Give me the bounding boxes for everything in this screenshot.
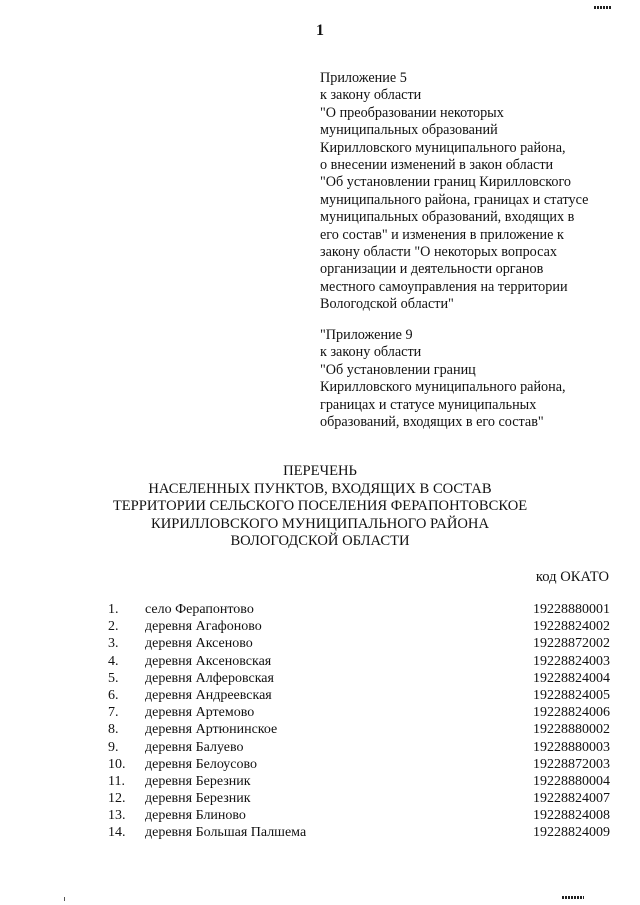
list-item [0, 601, 640, 618]
list-item [0, 756, 640, 773]
settlement-name: деревня Большая Палшема [145, 825, 307, 841]
row-number: 6. [108, 687, 119, 703]
scan-mark-top [594, 6, 612, 9]
appendix-5-line: муниципального района, границах и статусе [320, 191, 589, 208]
title-line: ТЕРРИТОРИИ СЕЛЬСКОГО ПОСЕЛЕНИЯ ФЕРАПОНТОВСКОЕ [112, 498, 528, 515]
appendix-5-line: о внесении изменений в закон области [320, 157, 554, 174]
settlement-name: деревня Аксеновская [145, 653, 272, 669]
scan-mark-bottom-right [562, 896, 584, 899]
okato-code: 19228824006 [533, 705, 610, 721]
appendix-9-line: образований, входящих в его состав" [320, 414, 544, 431]
title-line: НАСЕЛЕННЫХ ПУНКТОВ, ВХОДЯЩИХ В СОСТАВ [148, 480, 492, 497]
okato-code: 19228880004 [533, 773, 610, 789]
settlement-name: деревня Артемово [145, 705, 255, 721]
list-item [0, 653, 640, 670]
row-number: 2. [108, 619, 119, 635]
document-title [0, 463, 640, 551]
appendix-5-line: "О преобразовании некоторых [320, 104, 504, 121]
row-number: 4. [108, 653, 119, 669]
settlement-name: деревня Балуево [145, 739, 244, 755]
okato-code: 19228824004 [533, 670, 610, 686]
title-line: КИРИЛЛОВСКОГО МУНИЦИПАЛЬНОГО РАЙОНА [150, 515, 489, 532]
row-number: 3. [108, 636, 119, 652]
row-number: 7. [108, 705, 119, 721]
okato-code: 19228872002 [533, 636, 610, 652]
list-item [0, 635, 640, 652]
row-number: 9. [108, 739, 119, 755]
appendix-5-line: организации и деятельности органов [320, 261, 544, 278]
appendix-5-line: местного самоуправления на территории [320, 278, 568, 295]
okato-code: 19228880002 [533, 722, 610, 738]
list-item [0, 824, 640, 841]
scan-mark-bottom-left [64, 897, 65, 901]
row-number: 14. [108, 825, 126, 841]
okato-code: 19228824005 [533, 687, 610, 703]
appendix-5-line: Кирилловского муниципального района, [320, 139, 566, 156]
okato-code: 19228824007 [533, 791, 610, 807]
list-item [0, 704, 640, 721]
row-number: 12. [108, 791, 126, 807]
appendix-5-line: муниципальных образований, входящих в [320, 209, 575, 226]
settlement-name: деревня Артюнинское [145, 722, 278, 738]
settlement-name: деревня Андреевская [145, 687, 272, 703]
list-item [0, 618, 640, 635]
appendix-5-header [320, 70, 620, 314]
row-number: 1. [108, 602, 119, 617]
appendix-9-line: границах и статусе муниципальных [320, 396, 537, 413]
list-item [0, 670, 640, 687]
okato-code: 19228824008 [533, 808, 610, 824]
appendix-9-line: к закону области [320, 344, 422, 361]
okato-code: 19228880003 [533, 739, 610, 755]
settlement-name: деревня Алферовская [145, 670, 274, 686]
appendix-5-line: закону области "О некоторых вопросах [320, 244, 557, 261]
settlement-name: деревня Блиново [145, 808, 246, 824]
settlement-name: деревня Белоусово [145, 756, 258, 772]
list-item [0, 790, 640, 807]
appendix-5-line: к закону области [320, 87, 422, 104]
appendix-5-line: Приложение 5 [320, 70, 407, 86]
title-line: ВОЛОГОДСКОЙ ОБЛАСТИ [230, 533, 410, 550]
page-number: 1 [316, 22, 324, 39]
settlement-name: деревня Агафоново [145, 619, 262, 635]
list-item [0, 773, 640, 790]
okato-code: 19228872003 [533, 756, 610, 772]
settlement-name: село Ферапонтово [145, 602, 254, 617]
row-number: 11. [108, 773, 125, 789]
settlement-name: деревня Березник [145, 791, 251, 807]
appendix-5-line: "Об установлении границ Кирилловского [320, 174, 572, 191]
okato-code: 19228824009 [533, 825, 610, 841]
appendix-9-line: "Об установлении границ [320, 361, 476, 378]
appendix-9-line: Кирилловского муниципального района, [320, 379, 566, 396]
row-number: 13. [108, 808, 126, 824]
row-number: 10. [108, 756, 126, 772]
list-item [0, 687, 640, 704]
settlement-list [0, 601, 640, 842]
settlement-name: деревня Березник [145, 773, 251, 789]
okato-code: 19228824003 [533, 653, 610, 669]
okato-column-header: код ОКАТО [535, 569, 609, 585]
row-number: 8. [108, 722, 119, 738]
appendix-9-header [320, 327, 620, 431]
title-line: ПЕРЕЧЕНЬ [283, 463, 357, 479]
okato-code: 19228880001 [533, 602, 610, 617]
appendix-5-line: его состав" и изменения в приложение к [320, 226, 564, 243]
appendix-9-line: "Приложение 9 [320, 327, 413, 343]
row-number: 5. [108, 670, 119, 686]
appendix-5-line: Вологодской области" [320, 296, 454, 313]
list-item [0, 807, 640, 824]
okato-code: 19228824002 [533, 619, 610, 635]
settlement-name: деревня Аксеново [145, 636, 253, 652]
appendix-5-line: муниципальных образований [320, 122, 498, 139]
list-item [0, 721, 640, 738]
list-item [0, 739, 640, 756]
